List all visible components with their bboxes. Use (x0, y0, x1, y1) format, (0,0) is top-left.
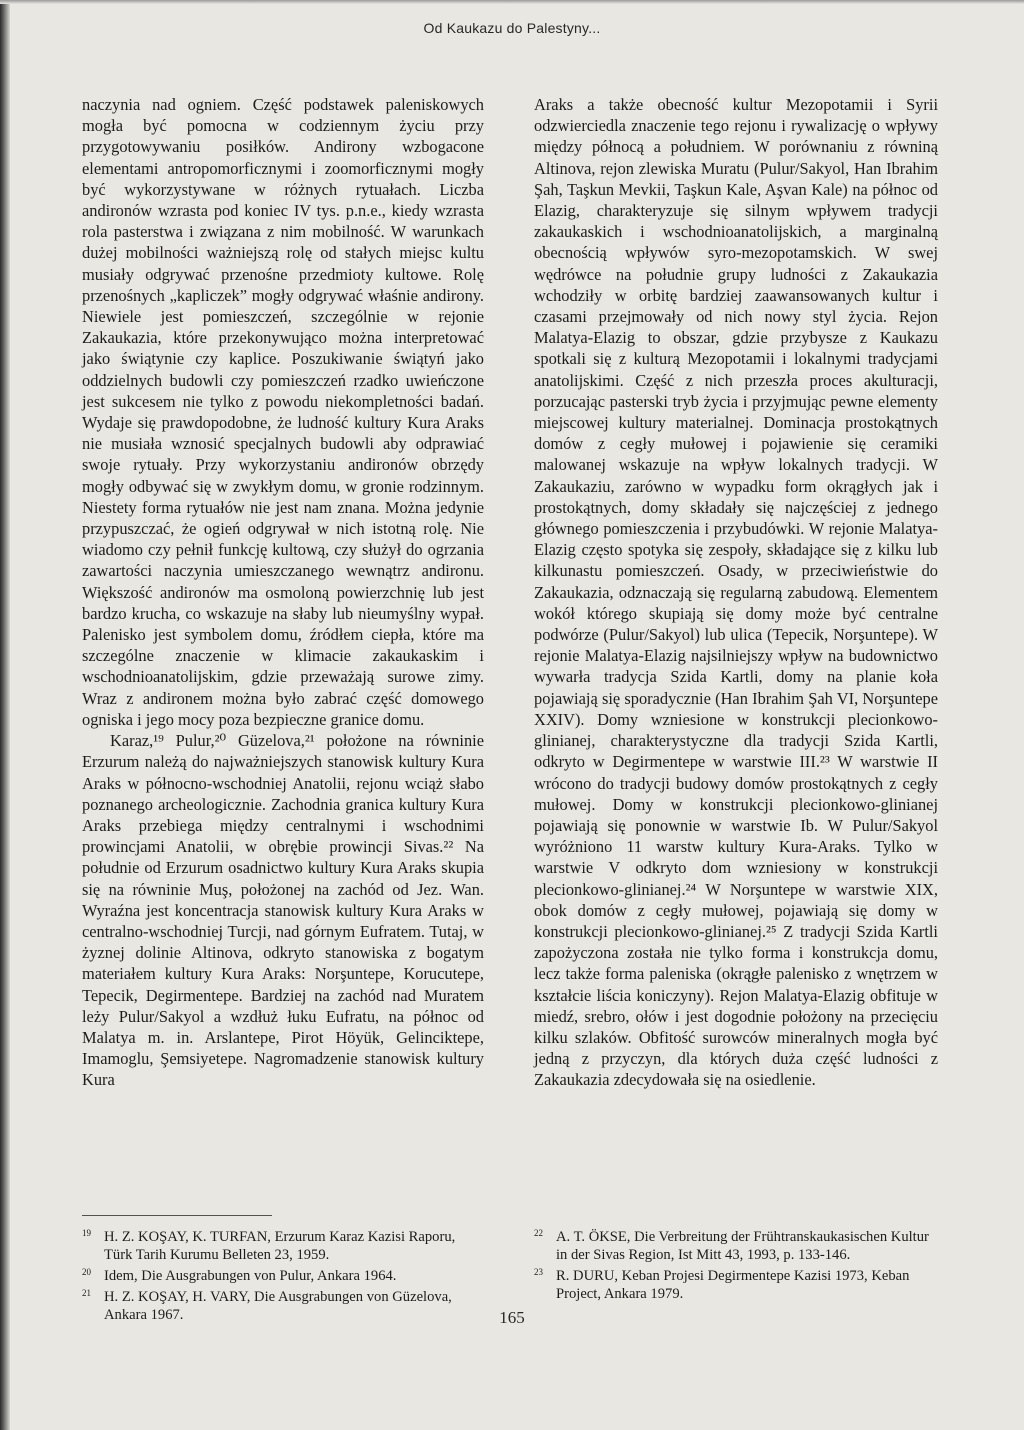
page-number: 165 (499, 1308, 525, 1327)
footnote (534, 1228, 938, 1264)
footnote-text: H. Z. KOŞAY, H. VARY, Die Ausgrabungen von Güzelova, Ankara 1967. (104, 1289, 452, 1323)
footnotes-right (534, 1228, 938, 1306)
page-binding-shadow (0, 0, 10, 1430)
footnote-number: 22 (534, 1228, 543, 1238)
footnote-text: Idem, Die Ausgrabungen von Pulur, Ankara 1964. (104, 1268, 397, 1284)
right-text-column (534, 94, 938, 1091)
left-text-column (82, 94, 484, 1091)
footnote-number: 20 (82, 1267, 91, 1277)
left-paragraph-1: naczynia nad ogniem. Część podstawek paleniskowych mogła być pomocna w codziennym życiu przy przygotowywaniu posiłków. Andirony wzbogacone elementami antropomorficznymi i zoomorficznymi mogły być wykorzystywane w różnych rytuałach. Liczba andironów wzrasta pod koniec IV tys. p.n.e., kiedy wzrasta rola pasterstwa i związana z nim mobilność. W warunkach dużej mobilności ważniejszą rolę od stałych miejsc kultu musiały odgrywać przenośne przedmioty kultowe. Rolę przenośnych „kapliczek” mogły odgrywać właśnie andirony. Niewiele jest pomieszczeń, szczególnie w rejonie Zakaukazia, które przekonywująco można interpretować jako świątynie czy kaplice. Poszukiwanie świątyń jako oddzielnych budowli czy pomieszczeń rzadko uwieńczone jest sukcesem nie tylko z powodu niekompletności badań. Wydaje się prawdopodobne, że ludność kultury Kura Araks nie musiała wznosić specjalnych budowli aby odprawiać swoje rytuały. Przy wykorzystaniu andironów obrzędy mogły odbywać się w zwykłym domu, w gronie rodzinnym. Niestety forma rytuałów nie jest nam znana. Można jedynie przypuszczać, że ogień odgrywał w nich istotną rolę. Nie wiadomo czy pełnił funkcję kultową, czy służył do ogrzania zawartości naczynia umieszczanego wewnątrz andironu. Większość andironów ma osmoloną powierzchnię lub jest bardzo krucha, co wskazuje na słaby lub nieumyślny wypał. Palenisko jest symbolem domu, źródłem ciepła, które ma szczególne znaczenie w klimacie zakaukaskim i wschodnioanatolijskim, gdzie przeważają surowe zimy. Wraz z andironem można było zabrać część domowego ogniska i jego mocy poza bezpieczne granice domu. (82, 95, 484, 729)
footnote-number: 19 (82, 1228, 91, 1238)
footnote-text: R. DURU, Keban Projesi Degirmentepe Kazisi 1973, Keban Project, Ankara 1979. (556, 1268, 910, 1302)
footnote-separator (82, 1215, 272, 1216)
footnote-text: A. T. ÖKSE, Die Verbreitung der Frühtranskaukasischen Kultur in der Sivas Region, Ist Mitt 43, 1993, p. 133-146. (556, 1229, 929, 1263)
footnote-number: 23 (534, 1267, 543, 1277)
footnote (82, 1228, 484, 1264)
footnote-text: H. Z. KOŞAY, K. TURFAN, Erzurum Karaz Kazisi Raporu, Türk Tarih Kurumu Belleten 23, 1959. (104, 1229, 456, 1263)
running-title: Od Kaukazu do Palestyny... (423, 20, 601, 36)
left-paragraph-2: Karaz,¹⁹ Pulur,²⁰ Güzelova,²¹ położone na równinie Erzurum należą do najważniejszych stanowisk kultury Kura Araks w północno-wschodniej Anatolii, rejonu wciąż słabo poznanego archeologicznie. Zachodnia granica kultury Kura Araks przebiega między centralnymi i wschodnimi prowincjami Anatolii, w obrębie prowincji Sivas.²² Na południe od Erzurum osadnictwo kultury Kura Araks skupia się na równinie Muş, położonej na zachód od Jez. Wan. Wyraźna jest koncentracja stanowisk kultury Kura Araks w centralno-wschodniej Turcji, nad górnym Eufratem. Tutaj, w żyznej dolinie Altinova, odkryto stanowiska z bogatym materiałem kultury Kura Araks: Norşuntepe, Korucutepe, Tepecik, Degirmentepe. Bardziej na zachód nad Muratem leży Pulur/Sakyol a wzdłuż łuku Eufratu, na północ od Malatya m. in. Arslantepe, Pirot Höyük, Gelinciktepe, Imamoglu, Şemsiyetepe. Nagromadzenie stanowisk kultury Kura (82, 731, 484, 1090)
footnote (534, 1267, 938, 1303)
footnote (82, 1267, 484, 1285)
right-paragraph-1: Araks a także obecność kultur Mezopotamii i Syrii odzwierciedla znaczenie tego rejonu i rywalizację o wpływy między północą a południem. W porównaniu z równiną Altinova, rejon zlewiska Muratu (Pulur/Sakyol, Han Ibrahim Şah, Taşkun Mevkii, Taşkun Kale, Aşvan Kale) na północ od Elazig, charakteryzuje się silnym wpływem tradycji zakaukaskich i wschodnioanatolijskich, a marginalną obecnością wpływów syro-mezopotamskich. W swej wędrówce na południe grupy ludności z Zakaukazia wchodziły w orbitę bardziej zaawansowanych kultur i czasami przejmowały od nich nowy styl życia. Rejon Malatya-Elazig to obszar, gdzie przybysze z Kaukazu spotkali się z kulturą Mezopotamii i lokalnymi tradycjami anatolijskimi. Część z nich przeszła proces akulturacji, porzucając pasterski tryb życia i przyjmując pewne elementy miejscowej kultury materialnej. Dominacja prostokątnych domów z cegły mułowej i pojawienie się ceramiki malowanej wskazuje na wpływ lokalnych tradycji. W Zakaukaziu, zarówno w wypadku form okrągłych jak i prostokątnych, domy składały się najczęściej z jednego głównego pomieszczenia i przybudówki. W rejonie Malatya-Elazig często spotyka się zespoły, składające się z kilku lub kilkunastu pomieszczeń. Osady, w przeciwieństwie do Zakaukazia, odznaczają się regularną zabudową. Elementem wokół którego skupiają się domy może być centralne podwórze (Pulur/Sakyol) lub ulica (Tepecik, Norşuntepe). W rejonie Malatya-Elazig najsilniejszy wpływ na budownictwo wywarła tradycja Szida Kartli, domy na planie koła pojawiają się sporadycznie (Han Ibrahim Şah VI, Norşuntepe XXIV). Domy wzniesione w konstrukcji plecionkowo-glinianej, charakterystyczne dla tradycji Szida Kartli, odkryto w Degirmentepe w warstwie III.²³ W warstwie II wrócono do tradycji budowy domów prostokątnych z cegły mułowej. Domy w konstrukcji plecionkowo-glinianej pojawiają się ponownie w warstwie Ib. W Pulur/Sakyol wyróżniono 11 warstw kultury Kura-Araks. Tylko w warstwie V odkryto dom wzniesiony w konstrukcji plecionkowo-glinianej.²⁴ W Norşuntepe w warstwie XIX, obok domów z cegły mułowej, pojawiają się domy w konstrukcji plecionkowo-glinianej.²⁵ Z tradycji Szida Kartli zapożyczona została nie tylko forma i konstrukcja domu, lecz także forma paleniska (okrągłe palenisko z wnętrzem w kształcie liścia koniczyny). Rejon Malatya-Elazig obfituje w miedź, srebro, ołów i jest dogodnie położony na przecięciu kilku szlaków. Obfitość surowców mineralnych mogła być jedną z przyczyn, dla których duża część ludności z Zakaukazia zdecydowała się na osiedlenie. (534, 95, 938, 1090)
footnote-number: 21 (82, 1288, 91, 1298)
page-top-edge (0, 0, 1024, 4)
